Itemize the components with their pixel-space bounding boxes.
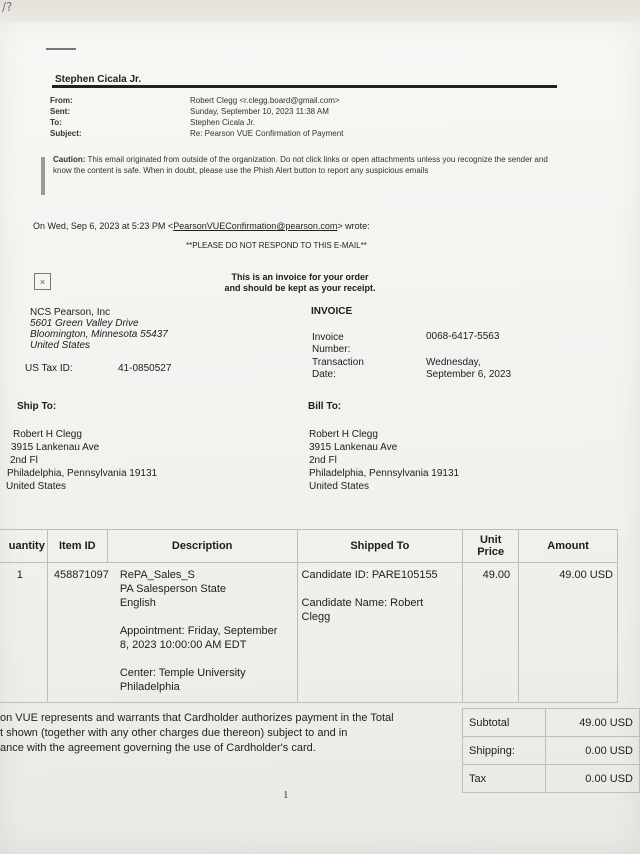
transaction-date-label: Transaction Date: <box>312 357 364 380</box>
company-address: NCS Pearson, Inc 5601 Green Valley Drive Bloomington, Minnesota 55437 United States <box>30 307 168 351</box>
from-value: Robert Clegg <r.clegg.board@gmail.com> <box>190 96 340 105</box>
table-header-row <box>0 530 618 563</box>
sent-value: Sunday, September 10, 2023 11:38 AM <box>190 107 329 116</box>
ship-to-heading: Ship To: <box>17 401 57 412</box>
email-owner-name: Stephen Cicala Jr. <box>55 74 142 85</box>
bill-to-address: Robert H Clegg 3915 Lankenau Ave 2nd Fl Philadelphia, Pennsylvania 19131 United States <box>309 429 460 492</box>
subtotal-row: Subtotal 49.00 USD <box>463 709 640 737</box>
subject-value: Re: Pearson VUE Confirmation of Payment <box>190 129 344 138</box>
tax-id-label: US Tax ID: <box>25 363 73 374</box>
subject-row: Subject: Re: Pearson VUE Confirmation of Payment <box>50 129 344 138</box>
email-header-fields <box>50 95 343 139</box>
cell-unit-price: 49.00 <box>463 563 519 703</box>
caution-text: This email originated from outside of the organization. Do not click links or open attachments unless you recognize the sender and know the content is safe. When in doubt, please use the Phish Alert button to report any suspicious emails <box>53 155 548 175</box>
page-number: 1 <box>283 789 289 801</box>
subtotal-value: 49.00 USD <box>545 709 639 737</box>
cell-amount: 49.00 USD <box>519 563 618 703</box>
bill-to-heading: Bill To: <box>308 401 342 412</box>
tax-id-value: 41-0850527 <box>118 363 172 374</box>
ship-to-address: Robert H Clegg 3915 Lankenau Ave 2nd Fl Philadelphia, Pennsylvania 19131 United States <box>6 429 158 492</box>
invoice-title: INVOICE <box>311 306 353 317</box>
item-id-value: 458871097 <box>53 569 109 581</box>
totals-table <box>462 708 640 793</box>
cardholder-authorization-text: on VUE represents and warrants that Cardholder authorizes payment in the Total t shown (together with any other charges due thereon) subject to and in ance with the agreement governing the use of Cardholder's card. <box>0 712 394 754</box>
col-amount: Amount <box>519 530 618 563</box>
col-description: Description <box>107 530 297 563</box>
col-item-id: Item ID <box>47 530 107 563</box>
sender-email-link[interactable]: PearsonVUEConfirmation@pearson.com <box>173 221 338 231</box>
table-row <box>0 563 618 703</box>
col-unit-price: Unit Price <box>463 530 519 563</box>
caution-label: Caution: <box>53 155 86 164</box>
col-shipped-to: Shipped To <box>297 530 463 563</box>
caution-bar <box>41 157 45 195</box>
col-quantity: uantity <box>0 530 47 563</box>
shipping-row: Shipping: 0.00 USD <box>463 737 640 765</box>
do-not-respond-notice: **PLEASE DO NOT RESPOND TO THIS E-MAIL** <box>186 241 367 250</box>
quoted-header: On Wed, Sep 6, 2023 at 5:23 PM <PearsonVUEConfirmation@pearson.com> wrote: <box>33 221 370 231</box>
to-row: To: Stephen Cicala Jr. <box>50 118 255 127</box>
header-rule <box>52 85 557 88</box>
to-value: Stephen Cicala Jr. <box>190 118 255 127</box>
handwritten-mark: /? <box>2 0 13 14</box>
sent-row: Sent: Sunday, September 10, 2023 11:38 AM <box>50 107 329 116</box>
caution-banner <box>53 154 563 176</box>
cell-item-description: 458871097 RePA_Sales_S PA Salesperson State English Appointment: Friday, September 8, 2023 10:00:00 AM EDT Center: Temple University Philadelphia <box>47 563 297 703</box>
from-row: From: Robert Clegg <r.clegg.board@gmail.com> <box>50 96 340 105</box>
invoice-number-label: Invoice Number: <box>312 332 351 355</box>
tax-row: Tax 0.00 USD <box>463 765 640 793</box>
transaction-date: Wednesday, September 6, 2023 <box>426 357 512 380</box>
cell-quantity: 1 <box>0 563 47 703</box>
shipping-value: 0.00 USD <box>545 737 639 765</box>
broken-image-icon: × <box>34 273 51 290</box>
tax-value: 0.00 USD <box>545 765 639 793</box>
invoice-number: 0068-6417-5563 <box>426 331 500 342</box>
tax-id <box>25 363 172 374</box>
invoice-items-table <box>0 529 618 703</box>
divider-dash <box>46 48 76 50</box>
cell-shipped-to: Candidate ID: PARE105155 Candidate Name: Robert Clegg <box>297 563 463 703</box>
invoice-note: This is an invoice for your order and should be kept as your receipt. <box>224 272 376 293</box>
company-name: NCS Pearson, Inc <box>30 307 111 318</box>
